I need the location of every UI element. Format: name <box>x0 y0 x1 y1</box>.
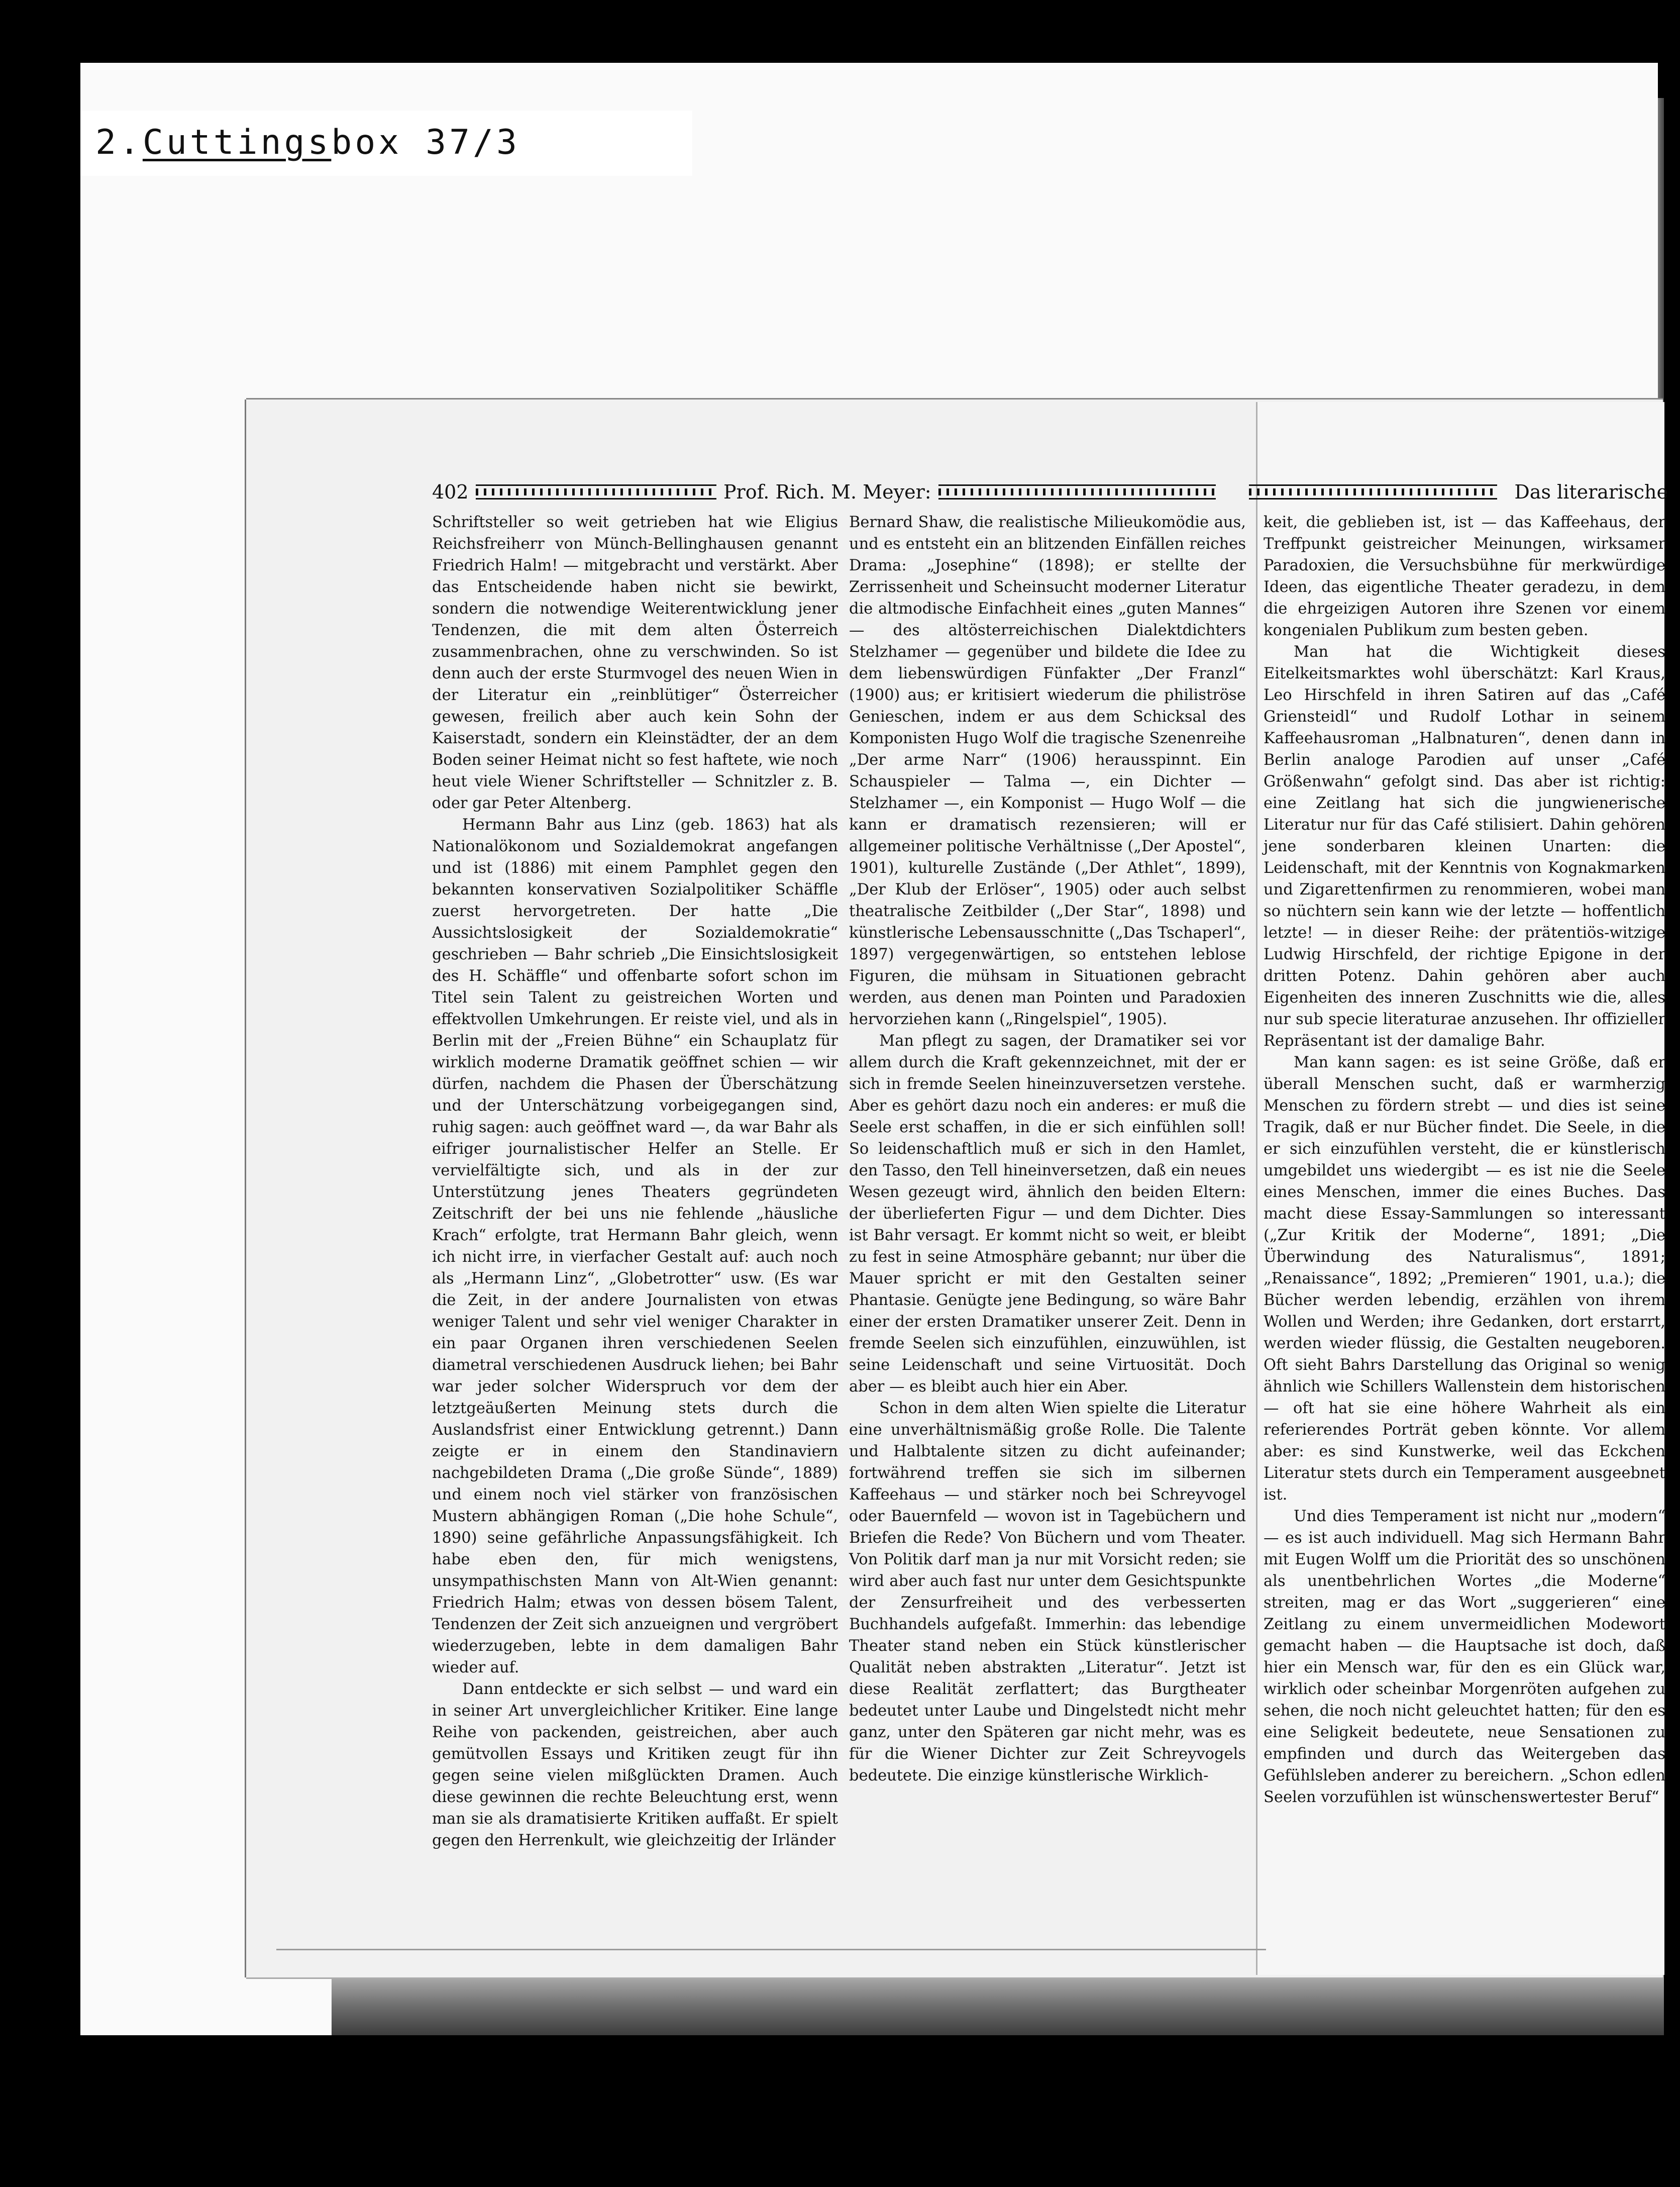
label-category: Cuttings <box>142 122 332 162</box>
card-bottom-shadow <box>332 1967 1664 2035</box>
page-number: 402 <box>432 481 469 503</box>
paragraph: Schriftsteller so weit getrieben hat wie Eligius Reichsfreiherr von Münch-Bellinghausen genannt Friedrich Halm! — mitgebracht und verstärkt. Aber das Entscheidende haben nicht sie bewirkt, sondern die notwendige Weiterentwicklung jener Tendenzen, die mit dem alten Österreich zusammenbrachen, ohne zu verschwinden. So ist denn auch der erste Sturmvogel des neuen Wien in der Literatur ein „reinblütiger“ Österreicher gewesen, freilich aber auch kein Sohn der Kaiserstadt, sondern ein Kleinstädter, der an dem Boden seiner Heimat nicht so fest haftete, wie noch heut viele Wiener Schriftsteller — Schnitzler z. B. oder gar Peter Altenberg. <box>432 514 838 812</box>
header-author: Prof. Rich. M. Meyer: <box>723 481 931 503</box>
header-section: Das literarische <box>1514 481 1668 503</box>
paragraph: Man hat die Wichtigkeit dieses Eitelkeitsmarktes wohl überschätzt: Karl Kraus, Leo Hirschfeld in ihren Satiren auf das „Café Griensteidl“ und Rudolf Lothar in seinem Kaffeehausroman „Halbnaturen“, denen dann in Berlin analoge Parodien auf unser „Café Größenwahn“ gefolgt sind. Das aber ist richtig: eine Zeitlang hat sich die jungwienerische Literatur nur für das Café stilisiert. Dahin gehören jene sonderbaren kleinen Unarten: die Leidenschaft, mit der Kenntnis von Kognakmarken und Zigarettenfirmen zu renommieren, wobei man so nüchtern sein kann wie der letzte — hoffentlich letzte! — in dieser Reihe: der prätentiös-witzige Ludwig Hirschfeld, der richtige Epigone in der dritten Potenz. Dahin gehören aber auch Eigenheiten des inneren Zuschnitts wie die, alles nur sub specie literaturae anzusehen. Ihr offizieller Repräsentant ist der damalige Bahr. <box>1264 643 1665 1050</box>
archive-label-text <box>95 120 520 165</box>
paragraph: Man pflegt zu sagen, der Dramatiker sei vor allem durch die Kraft gekennzeichnet, mit der er sich in fremde Seelen hineinzuversetzen verstehe. Aber es gehört dazu noch ein anderes: er muß die Seele erst schaffen, in die er sich einfühlen soll! So leidenschaftlich muß er sich in den Hamlet, den Tasso, den Tell hineinversetzen, daß ein neues Wesen gezeugt wird, ähnlich den beiden Eltern: der überlieferten Figur — und dem Dichter. Dies ist Bahr versagt. Er kommt nicht so weit, er bleibt zu fest in seine Atmosphäre gebannt; nur über die Mauer spricht er mit den Gestalten seiner Phantasie. Genügte jene Bedingung, so wäre Bahr einer der ersten Dramatiker unserer Zeit. Denn in fremde Seelen sich einzufühlen, einzuwühlen, ist seine Leidenschaft und seine Virtuosität. Doch aber — es bleibt auch hier ein Aber. <box>849 1032 1246 1396</box>
label-box: box 37/3 <box>331 122 520 162</box>
text-column-1 <box>432 512 838 1899</box>
clipping-fold-line <box>276 1949 1266 1950</box>
header-ornament <box>938 484 1216 500</box>
paragraph: Hermann Bahr aus Linz (geb. 1863) hat als Nationalökonom und Sozialdemokrat angefangen und ist (1886) mit einem Pamphlet gegen den bekannten konservativen Sozialpolitiker Schäffle zuerst hervorgetreten. Der hatte „Die Aussichtslosigkeit der Sozialdemokratie“ geschrieben — Bahr schrieb „Die Einsichtslosigkeit des H. Schäffle“ und offenbarte sofort schon im Titel sein Talent zu geistreichen Worten und effektvollen Umkehrungen. Er reiste viel, und als in Berlin mit der „Freien Bühne“ ein Schauplatz für wirklich moderne Dramatik geöffnet schien — wir dürfen, nachdem die Phasen der Überschätzung und der Unterschätzung vorbeigegangen sind, ruhig sagen: auch geöffnet ward —, da war Bahr als eifriger journalistischer Helfer an Stelle. Er vervielfältigte sich, und als in der zur Unterstützung jenes Theaters gegründeten Zeitschrift der bei uns nie fehlende „häusliche Krach“ erfolgte, trat Hermann Bahr gleich, wenn ich nicht irre, in vierfacher Gestalt auf: auch noch als „Hermann Linz“, „Globetrotter“ usw. (Es war die Zeit, in der andere Journalisten von etwas weniger Talent und sehr viel weniger Charakter in ein paar Organen ihren verschiedenen Seelen diametral verschiedenen Ausdruck liehen; bei Bahr war jeder solcher Widerspruch vor dem der letztgeäußerten Meinung stets durch die Auslandsfrist einer Entwicklung getrennt.) Dann zeigte er in einem den Standinaviern nachgebildeten Drama („Die große Sünde“, 1889) und einem noch viel stärker von französischen Mustern abhängigen Roman („Die hohe Schule“, 1890) seine gefährliche Anpassungsfähigkeit. Ich habe eben den, für mich wenigstens, unsympathischsten Mann von Alt-Wien genannt: Friedrich Halm; etwas von dessen bösem Talent, Tendenzen der Zeit sich anzueignen und vergröbert wiederzugeben, lebte in dem damaligen Bahr wieder auf. <box>432 816 838 1676</box>
header-ornament <box>476 484 716 500</box>
text-column-2 <box>849 512 1246 1899</box>
paragraph: Schon in dem alten Wien spielte die Literatur eine unverhältnismäßig große Rolle. Die Talente und Halbtalente sitzen zu dicht aufeinander; fortwährend treffen sie sich im silbernen Kaffeehaus — und stärker noch bei Schreyvogel oder Bauernfeld — wovon ist in Tagebüchern und Briefen die Rede? Von Büchern und vom Theater. Von Politik darf man ja nur mit Vorsicht reden; sie wird aber auch fast nur unter dem Gesichtspunkte der Zensurfreiheit und des verbesserten Buchhandels aufgefaßt. Immerhin: das lebendige Theater stand neben ein Stück künstlerischer Qualität neben abstrakten „Literatur“. Jetzt ist diese Realität zerflattert; das Burgtheater bedeutet unter Laube und Dingelstedt nicht mehr ganz, unter den Späteren gar nicht mehr, was es für die Wiener Dichter zur Zeit Schreyvogels bedeutete. Die einzige künstlerische Wirklich- <box>849 1400 1246 1784</box>
header-ornament <box>1249 484 1497 500</box>
paragraph: Dann entdeckte er sich selbst — und ward ein in seiner Art unvergleichlicher Kritiker. Eine lange Reihe von packenden, geistreichen, aber auch gemütvollen Essays und Kritiken zeugt für ihn gegen seine vielen mißglückten Dramen. Auch diese gewinnen die rechte Beleuchtung erst, wenn man sie als dramatisierte Kritiken auffaßt. Er spielt gegen den Herrenkult, wie gleichzeitig der Irländer <box>432 1680 838 1849</box>
label-number: 2. <box>95 122 143 162</box>
paragraph: Bernard Shaw, die realistische Milieukomödie aus, und es entsteht ein an blitzenden Einfällen reiches Drama: „Josephine“ (1898); er stellte der Zerrissenheit und Scheinsucht moderner Literatur die altmodische Einfachheit eines „guten Mannes“ — des altösterreichischen Dialektdichters Stelzhamer — gegenüber und bildete die Idee zu dem liebenswürdigen Fünfakter „Der Franzl“ (1900) aus; er kritisiert wiederum die philiströse Genieschen, indem er aus dem Schicksal des Komponisten Hugo Wolf die tragische Szenenreihe „Der arme Narr“ (1906) herausspinnt. Ein Schauspieler — Talma —, ein Dichter — Stelzhamer —, ein Komponist — Hugo Wolf — die kann er dramatisch rezensieren; will er allgemeiner politische Verhältnisse („Der Apostel“, 1901), kulturelle Zustände („Der Athlet“, 1899), „Der Klub der Erlöser“, 1905) oder auch selbst theatralische Zeitbilder („Der Star“, 1898) und künstlerische Lebensausschnitte („Das Tschaperl“, 1897) vergegenwärtigen, so entstehen leblose Figuren, die mühsam in Situationen gebracht werden, aus denen man Pointen und Paradoxien hervorziehen kann („Ringelspiel“, 1905). <box>849 514 1246 1028</box>
text-column-3 <box>1264 512 1665 1806</box>
paragraph: Und dies Temperament ist nicht nur „modern“ — es ist auch individuell. Mag sich Hermann Bahr mit Eugen Wolff um die Priorität des so unschönen als unentbehrlichen Wortes „die Moderne“ streiten, mag er das Wort „suggerieren“ eine Zeitlang zu einem unvermeidlichen Modewort gemacht haben — die Hauptsache ist doch, daß hier ein Mensch war, für den es ein Glück war, wirklich oder scheinbar Morgenröten aufgehen zu sehen, die noch nicht geleuchtet hatten; für den es eine Seligkeit bedeutete, neue Sensationen zu empfinden und durch das Weitergeben das Gefühlsleben anderer zu bereichern. „Schon edlen Seelen vorzufühlen ist wünschenswertester Beruf“ <box>1264 1508 1665 1806</box>
paragraph: keit, die geblieben ist, ist — das Kaffeehaus, der Treffpunkt geistreicher Meinungen, wirksamer Paradoxien, die Versuchsbühne für merkwürdige Ideen, das eigentliche Theater geradezu, in dem die ehrgeizigen Autoren ihre Szenen vor einem kongenialen Publikum zum besten geben. <box>1264 514 1665 639</box>
page-header <box>432 476 1668 508</box>
paragraph: Man kann sagen: es ist seine Größe, daß er überall Menschen sucht, daß er warmherzig Menschen zu fördern strebt — und dies ist seine Tragik, daß er nur Bücher findet. Die Seele, in die er sich einzufühlen versteht, die er künstlerisch umgebildet uns wiedergibt — es ist nie die Seele eines Menschen, immer die eines Buches. Das macht diese Essay-Sammlungen so interessant („Zur Kritik der Moderne“, 1891; „Die Überwindung des Naturalismus“, 1891; „Renaissance“, 1892; „Premieren“ 1901, u.a.); die Bücher werden lebendig, erzählen von ihrem Wollen und Werden; ihre Gedanken, dort erstarrt, werden wieder flüssig, die Gestalten neugeboren. Oft sieht Bahrs Darstellung das Original so wenig ähnlich wie Schillers Wallenstein dem historischen — oft hat sie eine höhere Wahrheit als ein referierendes Porträt geben könnte. Vor allem aber: es sind Kunstwerke, weil das Eckchen Literatur stets durch ein Temperament ausgeebnet ist. <box>1264 1054 1665 1504</box>
